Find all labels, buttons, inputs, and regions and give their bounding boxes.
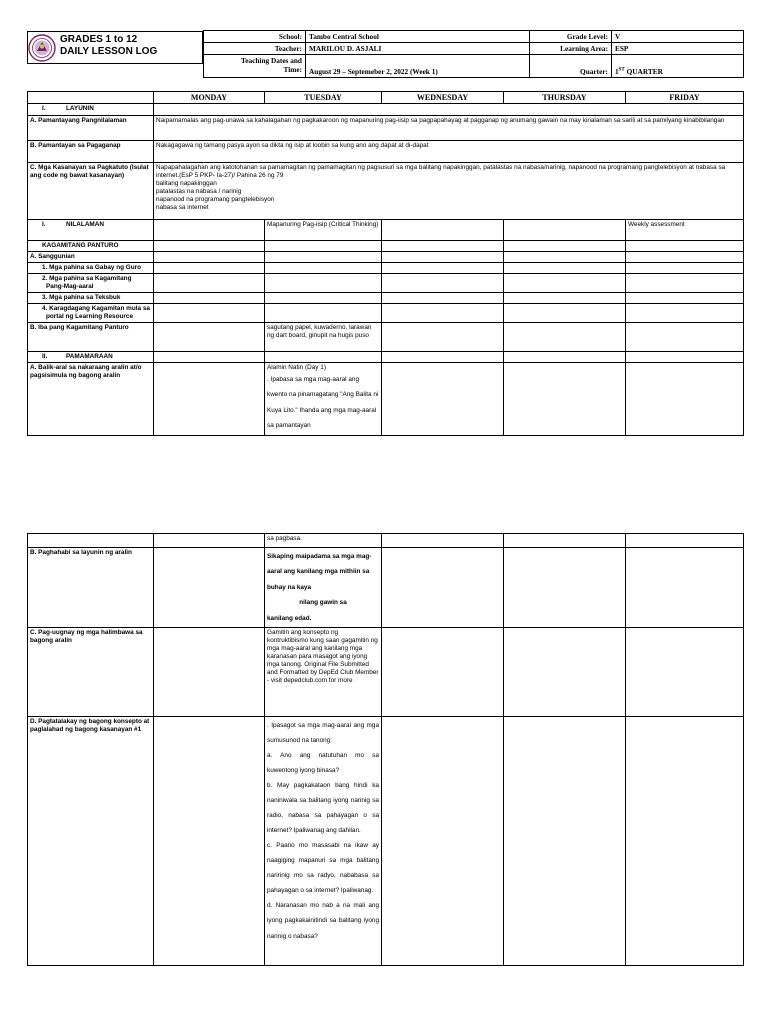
school-value: Tambo Central School — [306, 31, 530, 43]
kagamitang-pang-label: 2. Mga pahina sa Kagamitang Pang-Mag-aaral — [28, 274, 154, 293]
paghahabi-text-1: Sikaping maipadama sa mga mag-aaral ang kanilang mga mithiin sa buhay na kaya — [267, 553, 372, 591]
iba-pang-label: B. Iba pang Kagamitang Panturo — [28, 323, 154, 352]
quarter-value — [612, 55, 744, 78]
paguugnay-row — [28, 627, 744, 716]
teksbuk-row — [28, 293, 744, 304]
sanggunian-label: A. Sanggunian — [28, 252, 154, 263]
pagtatalakay-q-d: d. Naranasan mo nab a na mali ang iyong pagkakainitindi sa balitang iyong narinig o nabasa? — [267, 902, 379, 940]
pagtatalakay-q-c: c. Paano mo masasabi na ikaw ay naagiging mapanuri sa mga balitang naririnig mo sa radyo, nababasa sa pahayagan o sa internet? Ipaliwanag. — [267, 842, 379, 895]
pagtatalakay-tuesday — [265, 716, 382, 965]
layunin-empty — [154, 104, 744, 116]
kagamitan-label: KAGAMITANG PANTURO — [28, 241, 154, 252]
paghahabi-text-2: nilang gawin sa — [299, 599, 347, 607]
title-line-1: GRADES 1 to 12 — [60, 34, 138, 45]
area-value: ESP — [612, 43, 744, 55]
kasanayan-text — [154, 163, 744, 220]
pamantayang-text: Naipamamalas ang pag-unawa sa kahalagahan ng pagkakaroon ng mapanuring pag-iisip sa pagpapahayag at pagganap ng anumang gawain na may kinalaman sa sarili at sa pamilyang kinabibilangan — [154, 116, 744, 141]
karagdagang-row — [28, 304, 744, 323]
nilalaman-tuesday: Mapanuring Pag-iisip (Critical Thinking) — [265, 220, 382, 241]
kasanayan-item-4: nabasa sa internet — [156, 204, 209, 211]
nilalaman-label: I. NILALAMAN — [28, 220, 154, 241]
pagtatalakay-intro: . Ipasagot sa mga mag-aaral ang mga sumusunod na tanong: — [267, 721, 379, 744]
quarter-num: 1 — [615, 67, 619, 76]
pamantayang-pangnilalaman-row — [28, 116, 744, 141]
dates-label — [204, 55, 306, 78]
nilalaman-friday: Weekly assessment — [626, 220, 744, 241]
teacher-value: MARILOU D. ASJALI — [306, 43, 530, 55]
pagtatalakay-q-b: b. May pagkakataon bang hindi ka naniniwala sa balitang iyong narinig sa radio, nabasa sa pahayagan o sa internet? Ipaliwanag ang dahilan. — [267, 782, 379, 835]
day-wednesday: WEDNESDAY — [382, 92, 504, 104]
kasanayan-item-2: patalastas na nabasa / narinig — [156, 188, 242, 195]
pamamaraan-row — [28, 352, 744, 363]
paghahabi-row — [28, 548, 744, 628]
continuation-row — [28, 534, 744, 548]
gabay-label: 1. Mga pahina sa Gabay ng Guro — [28, 263, 154, 274]
pagtatalakay-label: D. Pagtatalakay ng bagong konsepto at paglalahad ng bagong kasanayan #1 — [28, 716, 154, 965]
balik-aral-text: . Ipabasa sa mga mag-aaral ang kwento na pinamagatang "Ang Balita ni Kuya Lito." Ihanda ang mga mag-aaral sa pamantayan — [267, 376, 379, 430]
kasanayan-label: C. Mga Kasanayan sa Pagkatuto (Isulat ang code ng bawat kasanayan) — [28, 163, 154, 220]
day-monday: MONDAY — [154, 92, 265, 104]
pamamaraan-label: II. PAMAMARAAN — [28, 352, 154, 363]
kagamitan-row — [28, 241, 744, 252]
paghahabi-text-3: kanilang edad. — [267, 614, 312, 622]
paguugnay-label: C. Pag-uugnay ng mga halimbawa sa bagong aralin — [28, 627, 154, 716]
pamantayan-pagaganap-row — [28, 141, 744, 163]
paghahabi-tuesday — [265, 548, 382, 628]
dates-label-2: Time: — [283, 65, 302, 74]
day-thursday: THURSDAY — [504, 92, 626, 104]
layunin-row — [28, 104, 744, 116]
balik-aral-title: Alamin Natin (Day 1) — [267, 364, 326, 371]
kasanayan-item-3: napanood na programang pangtelebisyon — [156, 196, 275, 203]
title-line-2: DAILY LESSON LOG — [60, 46, 158, 57]
days-header-row — [28, 92, 744, 104]
quarter-text: QUARTER — [624, 67, 663, 76]
grade-value: V — [612, 31, 744, 43]
iba-pang-tuesday: sagutang papel, kuwaderno, larawan ng dart board, ginupit na hugis puso — [265, 323, 382, 352]
nilalaman-row — [28, 220, 744, 241]
continuation-tuesday: sa pagbasa. — [265, 534, 382, 548]
balik-aral-tuesday — [265, 363, 382, 436]
balik-aral-row — [28, 363, 744, 436]
lesson-log-table-continued — [27, 533, 744, 966]
quarter-label: Quarter: — [530, 55, 612, 78]
kasanayan-item-1: balitang napakinggan — [156, 180, 217, 187]
teksbuk-label: 3. Mga pahina sa Teksbuk — [28, 293, 154, 304]
kasanayan-main: Napapahalagahan ang katotohanan sa pamamagitan ng pamamagitan ng pagsusuri sa mga balitang napakinggan, patalastas na nabasa/narinig, napanood na programang pangtelebisyon at nabasa sa internet.(EsP 5 PKP- Ia-27)/ Pahina 26 ng 79 — [156, 164, 726, 179]
day-friday: FRIDAY — [626, 92, 744, 104]
karagdagang-label: 4. Karagdagang Kagamitan mula sa portal ng Learning Resource — [28, 304, 154, 323]
paghahabi-label: B. Paghahabi sa layunin ng aralin — [28, 548, 154, 628]
gabay-row — [28, 263, 744, 274]
pagaganap-label: B. Pamantayan sa Pagaganap — [28, 141, 154, 163]
grade-label: Grade Level: — [530, 31, 612, 43]
layunin-label: I. LAYUNIN — [28, 104, 154, 116]
sanggunian-row — [28, 252, 744, 263]
pagtatalakay-q-a: a. Ano ang natutuhan mo sa kuwentong iyong binasa? — [267, 751, 379, 775]
school-label: School: — [204, 31, 306, 43]
paguugnay-tuesday: Gamitin ang konsepto ng kontruktibismo kung saan gagamitin ng mga mag-aaral ang kanilang mga karanasan para masagot ang iyong mga tanong. Original File Submitted and Formatted by DepEd Club Member - visit depedclub.com for more — [265, 627, 382, 716]
deped-seal-icon — [28, 34, 56, 62]
pagtatalakay-row — [28, 716, 744, 965]
teacher-label: Teacher: — [204, 43, 306, 55]
lesson-log-table — [27, 91, 744, 436]
area-label: Learning Area: — [530, 43, 612, 55]
day-tuesday: TUESDAY — [265, 92, 382, 104]
header-info-table — [203, 30, 744, 78]
kagamitang-pang-row — [28, 274, 744, 293]
corner-cell — [28, 92, 154, 104]
quarter-sup: ST — [618, 67, 625, 73]
pagaganap-text: Nakagagawa ng tamang pasya ayon sa dikta ng isip at loobin sa kung ano ang dapat at di-dapat — [154, 141, 744, 163]
kasanayan-row — [28, 163, 744, 220]
dates-label-1: Teaching Dates and — [241, 56, 302, 65]
iba-pang-row — [28, 323, 744, 352]
dates-value: August 29 – Septemeber 2, 2022 (Week 1) — [306, 55, 530, 78]
balik-aral-label: A. Balik-aral sa nakaraang aralin at/o pagsisimula ng bagong aralin — [28, 363, 154, 436]
pamantayang-label: A. Pamantayang Pangnilalaman — [28, 116, 154, 141]
